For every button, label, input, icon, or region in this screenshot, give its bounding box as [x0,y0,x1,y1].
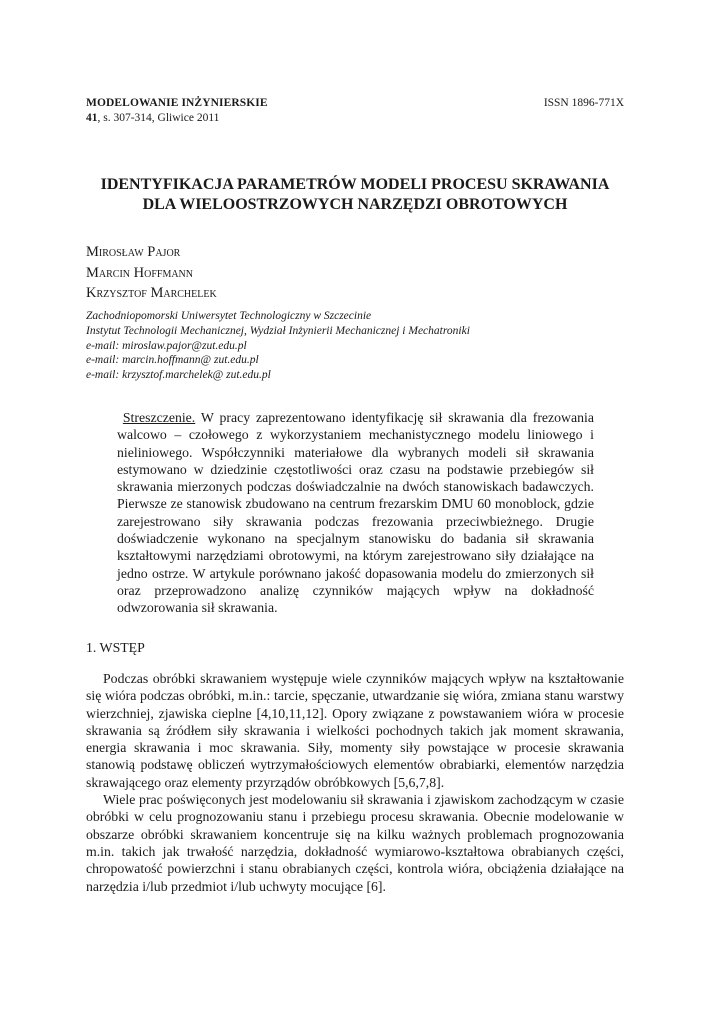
journal-header [86,96,268,126]
university: Zachodniopomorski Uniwersytet Technologiczny w Szczecinie [86,310,372,322]
abstract-label: Streszczenie. [122,410,196,425]
title-line-1: IDENTYFIKACJA PARAMETRÓW MODELI PROCESU SKRAWANIA [100,176,610,193]
journal-name: MODELOWANIE INŻYNIERSKIE [86,97,268,109]
paragraph: Podczas obróbki skrawaniem występuje wiele czynników mających wpływ na kształtowanie się wióra podczas obróbki, m.in.: tarcie, spęczanie, utwardzanie się wióra, zmiana stanu warstwy wierzchniej, zjawiska cieplne [4,10,11,12]. Opory związane z powstawaniem wióra w procesie skrawania są źródłem siły skrawania i wielkości pochodnych takich jak moment skrawania, energia skrawania i moc skrawania. Siły, momenty siły powstające w procesie skrawania stanowią podstawę obliczeń wytrzymałościowych elementów obrabiarki, elementów narzędzia skrawającego oraz elementy przyrządów obróbkowych [5,6,7,8]. [86,671,624,790]
section-heading: 1. WSTĘP [86,640,145,655]
paper-title [86,175,624,215]
abstract-text: W pracy zaprezentowano identyfikację sił skrawania dla frezowania walcowo – czołowego z wykorzystaniem mechanistycznego modelu liniowego i nieliniowego. Współczynniki materiałowe dla wybranych modeli sił skrawania estymowano w dziedzinie częstotliwości oraz czasu na podstawie przebiegów sił skrawania mierzonych podczas doświadczalnie na dwóch stanowiskach badawczych. Pierwsze ze stanowisk zbudowano na centrum frezarskim DMU 60 monoblock, gdzie zarejestrowano siły skrawania podczas frezowania przeciwbieżnego. Drugie doświadczenie wykonano na specjalnym stanowisku do badania sił skrawania kształtowymi narzędziami obrotowymi, na którym zarejestrowano siły działające na jedno ostrze. W artykule porównano jakość dopasowania modelu do zmierzonych sił oraz przeprowadzono analizę czynników mających wpływ na dokładność odwzorowania sił skrawania. [117,410,595,616]
email: e-mail: marcin.hoffmann@ zut.edu.pl [86,354,259,367]
author-list [86,242,217,304]
email: e-mail: miroslaw.pajor@zut.edu.pl [86,339,247,352]
author: Mirosław Pajor [86,244,181,260]
affiliation [86,309,470,383]
issn: ISSN 1896-771X [543,97,624,109]
volume-number: 41 [86,112,98,124]
abstract [117,409,594,617]
author: Marcin Hoffmann [86,264,194,281]
author: Krzysztof Marchelek [86,285,217,301]
section-body [86,670,624,895]
institute: Instytut Technologii Mechanicznej, Wydział Inżynierii Mechanicznej i Mechatroniki [86,324,470,337]
title-line-2: DLA WIELOOSTRZOWYCH NARZĘDZI OBROTOWYCH [142,196,568,213]
email: e-mail: krzysztof.marchelek@ zut.edu.pl [86,369,271,382]
volume-pages: , s. 307-314, Gliwice 2011 [97,112,220,124]
paragraph: Wiele prac poświęconych jest modelowaniu sił skrawania i zjawiskom zachodzącym w czasie obróbki w celu prognozowaniu stanu i przebiegu procesu skrawania. Obecnie modelowanie w obszarze obróbki skrawaniem koncentruje się na kilku ważnych problemach prognozowania m.in. takich jak trwałość narzędzia, dokładność wymiarowo-kształtowa obrabianych części, chropowatość powierzchni i stanu obrabianych części, kontrola wióra, obciążenia działające na narzędzia i/lub przedmiot i/lub uchwyty mocujące [6]. [86,792,624,894]
volume-info [86,111,268,126]
